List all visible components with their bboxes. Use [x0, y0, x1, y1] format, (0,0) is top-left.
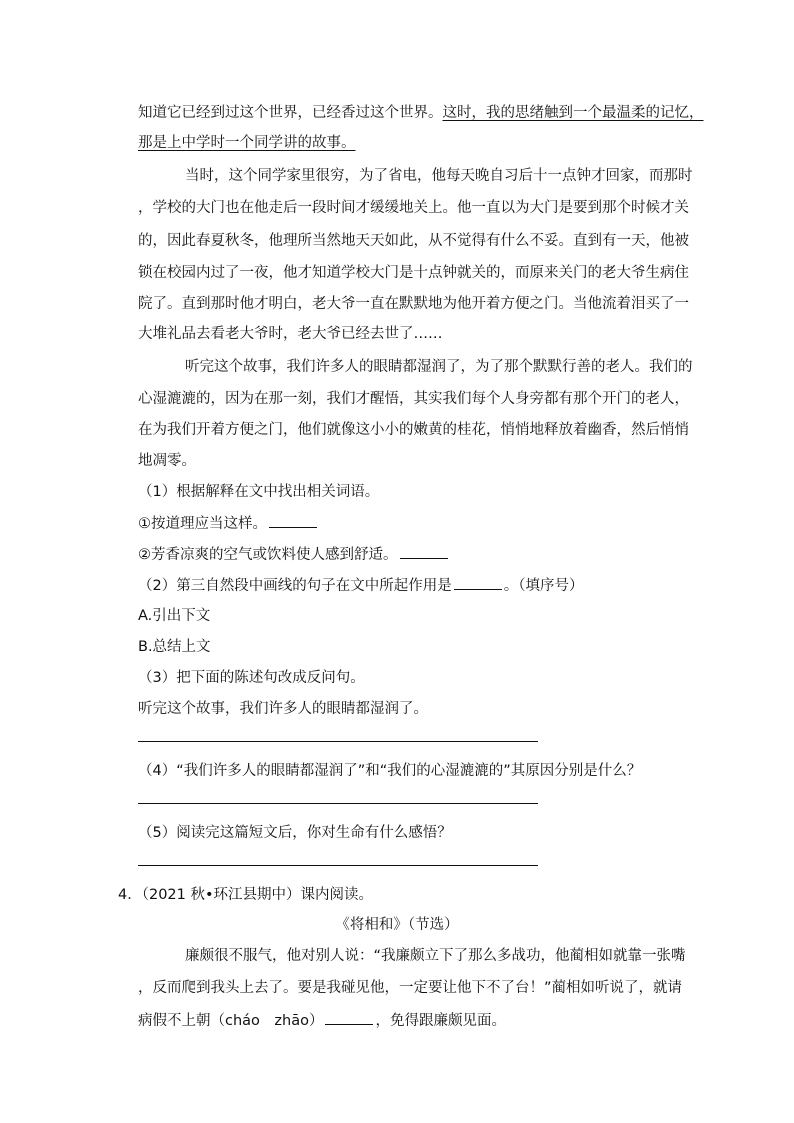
passage-line: ，学校的大门也在他走后一段时间才缓缓地关上。他一直以为大门是要到那个时候才关 — [138, 200, 689, 216]
question-4-title: （4）“我们许多人的眼睛都湿润了”和“我们的心湿漉漉的”其原因分别是什么？ — [138, 763, 642, 779]
answer-line[interactable] — [138, 865, 538, 866]
answer-line[interactable] — [138, 741, 538, 742]
section-4-header: 4．（2021 秋•环江县期中）课内阅读。 — [118, 887, 374, 903]
question-2-text-before: （2）第三自然段中画线的句子在文中所起作用是 — [138, 578, 452, 594]
question-2-option-a: A.引出下文 — [138, 608, 211, 624]
section-4-line-3 — [138, 1010, 678, 1031]
passage-line: 心湿漉漉的，因为在那一刻，我们才醒悟，其实我们每个人身旁都有那个开门的老人， — [138, 391, 689, 407]
question-3-title: （3）把下面的陈述句改成反问句。 — [138, 670, 365, 686]
question-1a — [138, 513, 678, 534]
underlined-sentence: 这时，我的思绪触到一个最温柔的记忆， — [442, 105, 704, 121]
passage-line: 在为我们开着方便之门，他们就像这小小的嫩黄的桂花，悄悄地释放着幽香，然后悄悄 — [138, 422, 689, 438]
answer-blank[interactable] — [269, 513, 317, 528]
question-2-option-b: B.总结上文 — [138, 639, 211, 655]
passage-line: 院了。直到那时他才明白，老大爷一直在默默地为他开着方便之门。当他流着泪买了一 — [138, 296, 689, 312]
question-1-title: （1）根据解释在文中找出相关词语。 — [138, 484, 380, 500]
question-1b-text: ②芳香凉爽的空气或饮料使人感到舒适。 — [138, 547, 398, 563]
underlined-sentence: 那是上中学时一个同学讲的故事。 — [138, 135, 356, 151]
question-5-title: （5）阅读完这篇短文后，你对生命有什么感悟？ — [138, 825, 452, 841]
question-2-text-after: 。（填序号） — [503, 578, 584, 594]
passage-line: 锁在校园内过了一夜，他才知道学校大门是十点钟就关的，而原来关门的老大爷生病住 — [138, 265, 689, 281]
question-3-sentence: 听完这个故事，我们许多人的眼睛都湿润了。 — [138, 701, 428, 717]
answer-blank[interactable] — [400, 544, 448, 559]
section-4-line: 廉颇很不服气，他对别人说：“我廉颇立下了那么多战功，他蔺相如就靠一张嘴 — [185, 948, 686, 964]
passage-line: 地凋零。 — [138, 453, 196, 469]
passage-line: 大堆礼品去看老大爷时，老大爷已经去世了…… — [138, 326, 443, 342]
section-4-title: 《将相和》（节选） — [335, 917, 459, 933]
passage-line: 当时，这个同学家里很穷，为了省电，他每天晚自习后十一点钟才回家，而那时 — [185, 168, 693, 184]
question-2-title — [138, 575, 678, 596]
question-1a-text: ①按道理应当这样。 — [138, 516, 267, 532]
passage-text: 知道它已经到过这个世界，已经香过这个世界。 — [138, 105, 443, 121]
section-4-line-3-before: 病假不上朝（cháo zhāo） — [138, 1013, 324, 1029]
answer-blank[interactable] — [325, 1010, 373, 1025]
answer-blank[interactable] — [454, 575, 502, 590]
passage-line: 听完这个故事，我们许多人的眼睛都湿润了，为了那个默默行善的老人。我们的 — [185, 359, 693, 375]
section-4-line-3-after: ，免得跟廉颇见面。 — [375, 1013, 506, 1029]
question-1b — [138, 544, 678, 565]
passage-line — [138, 133, 678, 153]
section-4-line: ，反而爬到我头上去了。要是我碰见他，一定要让他下不了台！”蔺相如听说了，就请 — [138, 980, 683, 996]
passage-line — [138, 103, 704, 123]
answer-line[interactable] — [138, 803, 538, 804]
passage-line: 的，因此春夏秋冬，他理所当然地天天如此，从不觉得有什么不妥。直到有一天，他被 — [138, 233, 689, 249]
